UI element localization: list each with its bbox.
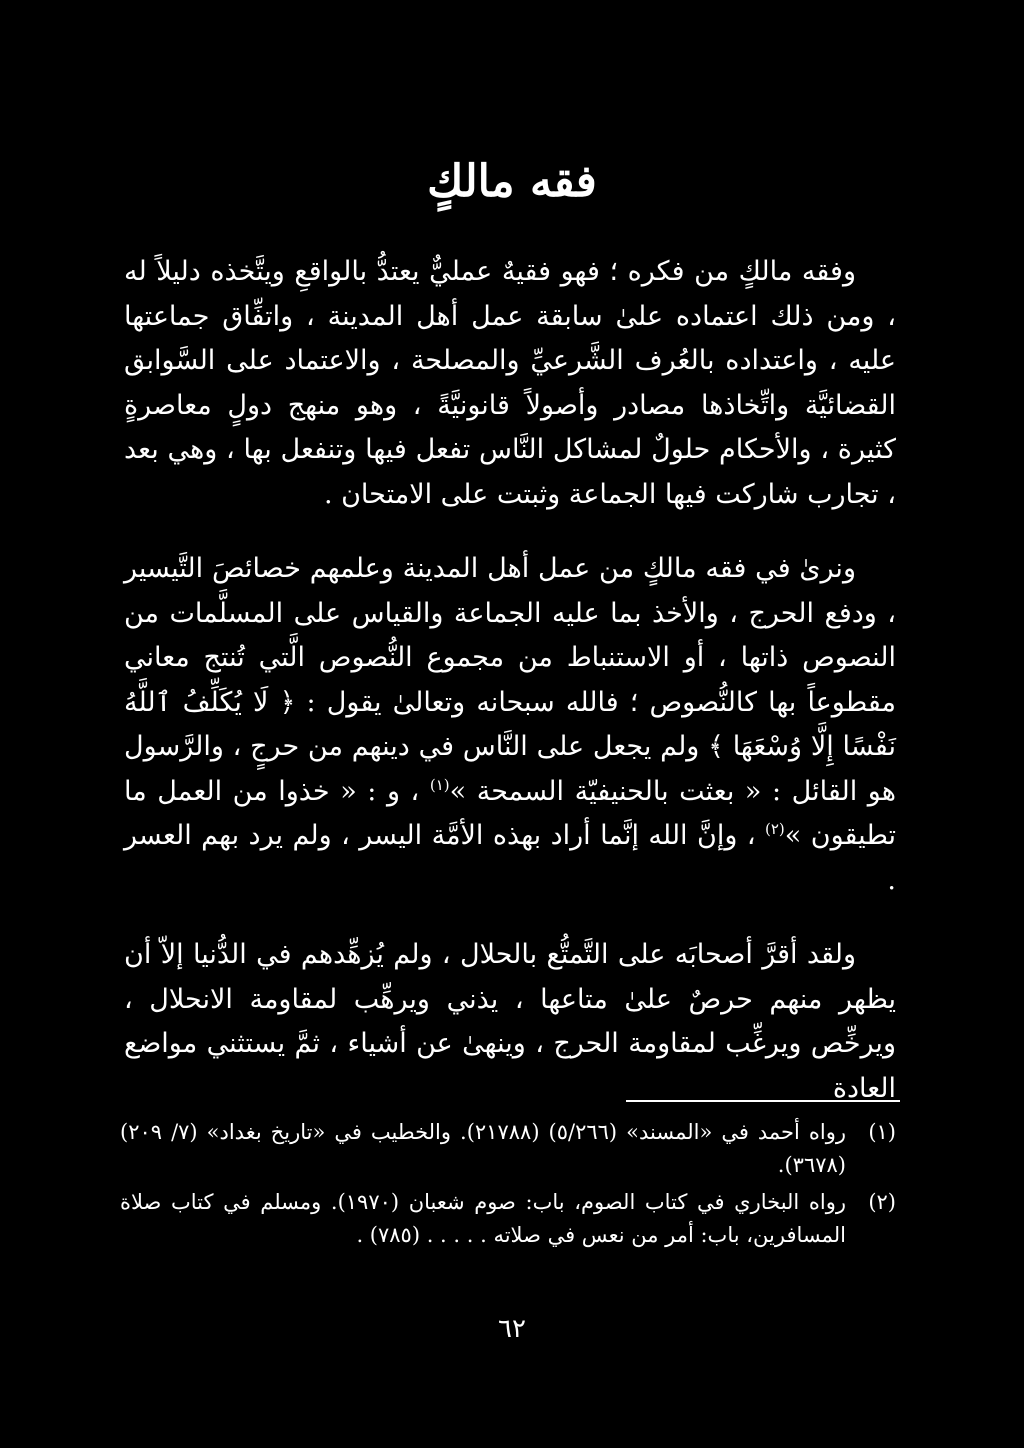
paragraph-2-part-2: ، و : « خذوا من العمل ما تطيقون » xyxy=(124,775,896,851)
footnote-1-text: رواه أحمد في «المسند» (٥/٢٦٦) (٢١٧٨٨). والخطيب في «تاريخ بغداد» (٧/ ٢٠٩) (٣٦٧٨). xyxy=(120,1120,846,1177)
footnote-2-text: رواه البخاري في كتاب الصوم، باب: صوم شعبان (١٩٧٠). ومسلم في كتاب صلاة المسافرين، باب: أمر من نعس في صلاته . . . . . (٧٨٥) . xyxy=(120,1190,846,1247)
footnote-ref-2: (٢) xyxy=(765,820,785,838)
body-text xyxy=(124,250,896,1111)
footnote-2 xyxy=(120,1186,896,1252)
footnotes xyxy=(120,1116,896,1256)
footnote-separator xyxy=(626,1100,900,1102)
footnote-1-number: (١) xyxy=(868,1120,896,1144)
footnote-1 xyxy=(120,1116,896,1182)
footnote-2-number: (٢) xyxy=(868,1190,896,1214)
paragraph-2-part-1: ونرىٰ في فقه مالكٍ من عمل أهل المدينة وعلمهم خصائصَ التَّيسير ، ودفع الحرج ، والأخذ بما عليه الجماعة والقياس على المسلَّمات من النصوص ذاتها ، أو الاستنباط من مجموع النُّصوص الَّتي تُنتج معاني مقطوعاً بها كالنُّصوص ؛ فالله سبحانه وتعالىٰ يقول : ﴿ لَا يُكَلِّفُ ٱللَّهُ نَفْسًا إِلَّا وُسْعَهَا ﴾ ولم يجعل على النَّاس في دينهم من حرجٍ ، والرَّسول هو القائل : « بعثت بالحنيفيّة السمحة » xyxy=(124,553,896,807)
paragraph-1: وفقه مالكٍ من فكره ؛ فهو فقيهٌ عمليٌّ يعتدُّ بالواقعِ ويتَّخذه دليلاً له ، ومن ذلك اعتماده علىٰ سابقة عمل أهل المدينة ، واتفِّاق جماعتها عليه ، واعتداده بالعُرف الشَّرعيِّ والمصلحة ، والاعتماد على السَّوابق القضائيَّة واتِّخاذها مصادر وأصولاً قانونيَّةً ، وهو منهج دولٍ معاصرةٍ كثيرة ، والأحكام حلولٌ لمشاكل النَّاس تفعل فيها وتنفعل بها ، وهي بعد ، تجارب شاركت فيها الجماعة وثبتت على الامتحان . xyxy=(124,256,896,510)
paragraph-2-part-3: ، وإنَّ الله إنَّما أراد بهذه الأمَّة اليسر ، ولم يرد بهم العسر . xyxy=(124,820,896,896)
page-number: ٦٢ xyxy=(498,1314,526,1344)
paragraph-2 xyxy=(124,547,896,903)
paragraph-3: ولقد أقرَّ أصحابَه على التَّمتُّع بالحلال ، ولم يُزهِّدهم في الدُّنيا إلاّ أن يظهر منهم حرصٌ علىٰ متاعها ، يذني ويرهِّب لمقاومة الانحلال ، ويرخِّص ويرغِّب لمقاومة الحرج ، وينهىٰ عن أشياء ، ثمَّ يستثني مواضع العادة xyxy=(124,939,896,1104)
chapter-title: فقه مالكٍ xyxy=(427,156,597,207)
footnote-ref-1: (١) xyxy=(429,775,450,794)
